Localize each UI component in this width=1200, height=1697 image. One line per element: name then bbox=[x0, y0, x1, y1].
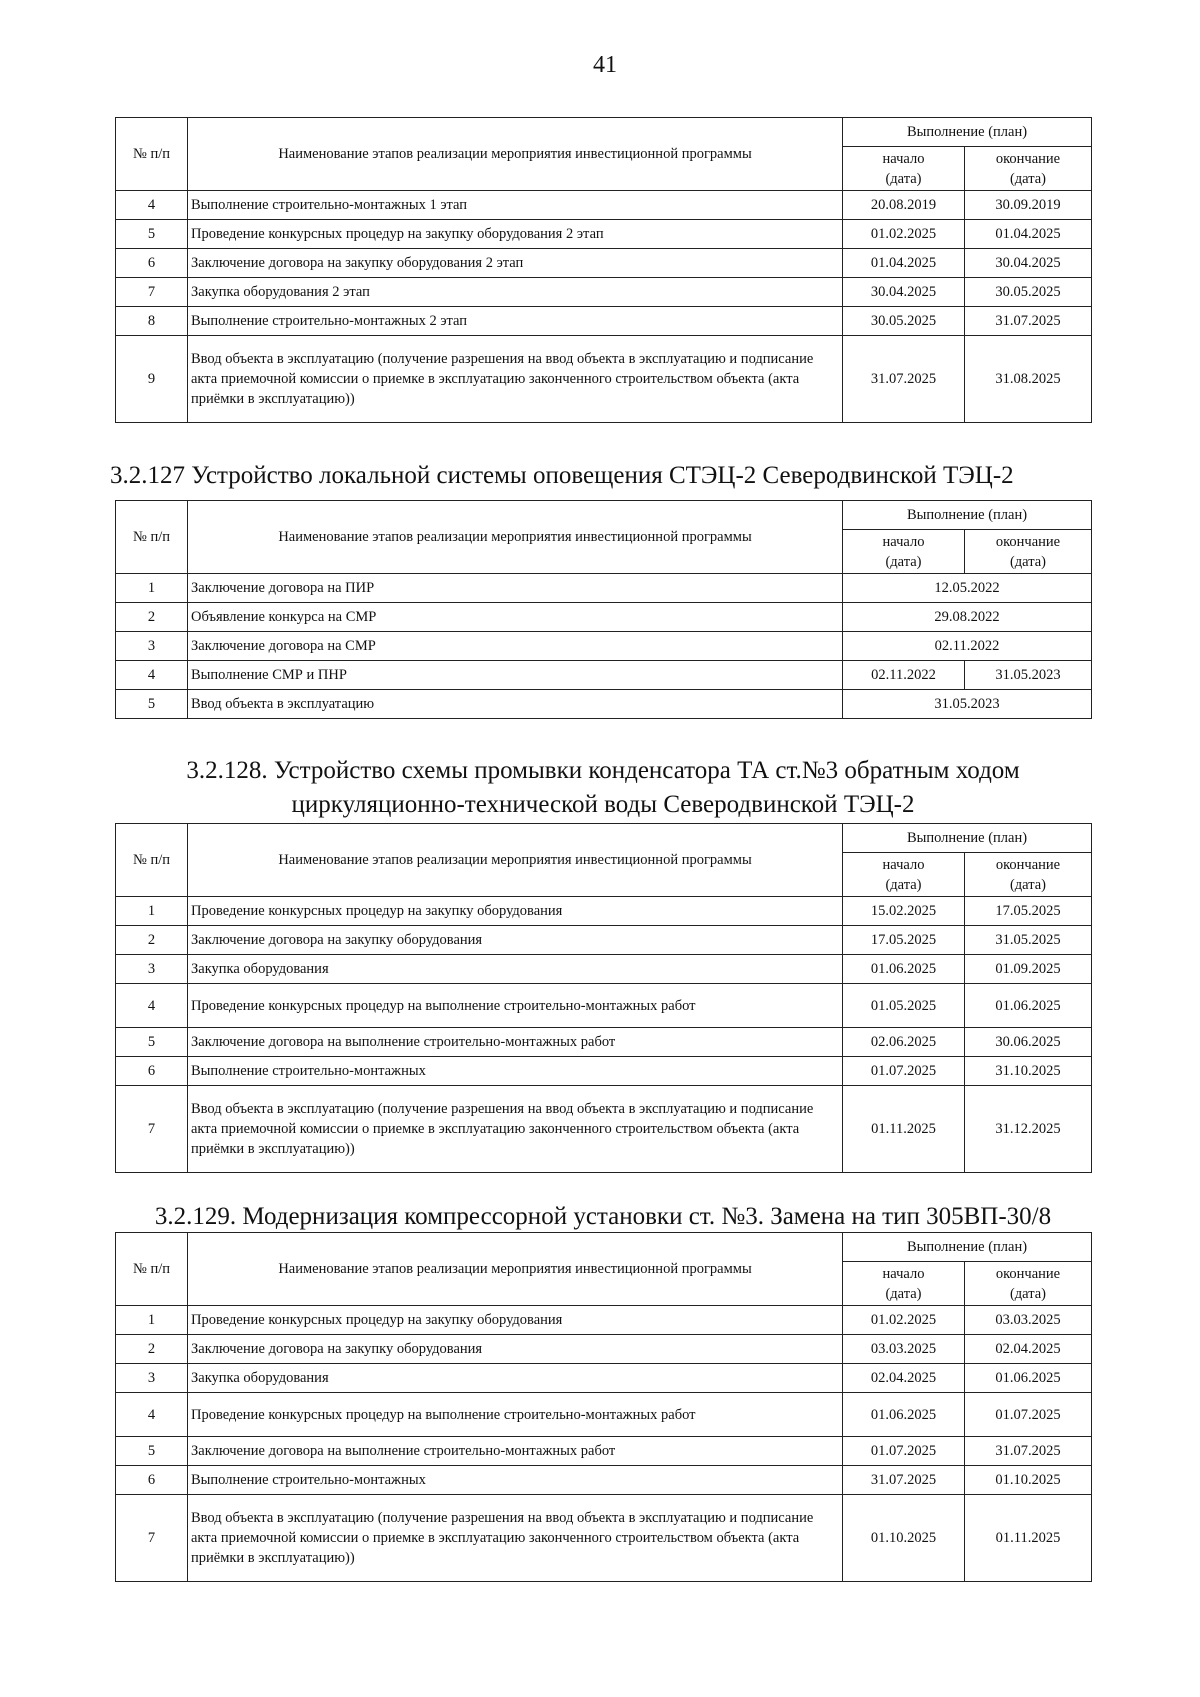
row-stage-name: Ввод объекта в эксплуатацию bbox=[188, 690, 843, 719]
table-row bbox=[116, 955, 1092, 984]
row-num: 5 bbox=[116, 690, 188, 719]
row-end-date: 01.10.2025 bbox=[965, 1466, 1092, 1495]
row-stage-name: Ввод объекта в эксплуатацию (получение разрешения на ввод объекта в эксплуатацию и подписание акта приемочной комиссии о приемке в эксплуатацию законченного строительством объекта (акта приёмки в эксплуатацию)) bbox=[188, 1086, 843, 1173]
row-num: 2 bbox=[116, 926, 188, 955]
header-execution: Выполнение (план) bbox=[843, 501, 1092, 530]
header-num: № п/п bbox=[116, 1233, 188, 1306]
row-start-date: 03.03.2025 bbox=[843, 1335, 965, 1364]
table-row bbox=[116, 661, 1092, 690]
row-start-date: 02.06.2025 bbox=[843, 1028, 965, 1057]
row-end-date: 31.05.2025 bbox=[965, 926, 1092, 955]
row-num: 4 bbox=[116, 661, 188, 690]
row-num: 2 bbox=[116, 603, 188, 632]
header-num: № п/п bbox=[116, 501, 188, 574]
header-end: окончание (дата) bbox=[965, 1262, 1092, 1306]
table-row bbox=[116, 1335, 1092, 1364]
row-end-date: 01.04.2025 bbox=[965, 220, 1092, 249]
row-stage-name: Выполнение строительно-монтажных 1 этап bbox=[188, 191, 843, 220]
row-date: 31.05.2023 bbox=[843, 690, 1092, 719]
row-stage-name: Проведение конкурсных процедур на закупку оборудования bbox=[188, 897, 843, 926]
row-stage-name: Проведение конкурсных процедур на закупку оборудования bbox=[188, 1306, 843, 1335]
header-start: начало (дата) bbox=[843, 530, 965, 574]
row-end-date: 31.07.2025 bbox=[965, 1437, 1092, 1466]
row-start-date: 01.02.2025 bbox=[843, 220, 965, 249]
row-start-date: 01.11.2025 bbox=[843, 1086, 965, 1173]
header-name: Наименование этапов реализации мероприятия инвестиционной программы bbox=[188, 118, 843, 191]
row-num: 7 bbox=[116, 1086, 188, 1173]
table-row bbox=[116, 1028, 1092, 1057]
row-end-date: 30.04.2025 bbox=[965, 249, 1092, 278]
row-end-date: 30.09.2019 bbox=[965, 191, 1092, 220]
row-num: 3 bbox=[116, 955, 188, 984]
row-date: 02.11.2022 bbox=[843, 632, 1092, 661]
row-stage-name: Заключение договора на ПИР bbox=[188, 574, 843, 603]
row-stage-name: Закупка оборудования 2 этап bbox=[188, 278, 843, 307]
table-row bbox=[116, 307, 1092, 336]
table-row bbox=[116, 690, 1092, 719]
table-row bbox=[116, 926, 1092, 955]
table-row bbox=[116, 278, 1092, 307]
row-num: 3 bbox=[116, 1364, 188, 1393]
row-num: 5 bbox=[116, 1437, 188, 1466]
row-end-date: 31.07.2025 bbox=[965, 307, 1092, 336]
table-row bbox=[116, 1393, 1092, 1437]
row-date: 29.08.2022 bbox=[843, 603, 1092, 632]
table-row bbox=[116, 1306, 1092, 1335]
row-stage-name: Заключение договора на закупку оборудования 2 этап bbox=[188, 249, 843, 278]
header-end: окончание (дата) bbox=[965, 530, 1092, 574]
header-name: Наименование этапов реализации мероприятия инвестиционной программы bbox=[188, 1233, 843, 1306]
header-execution: Выполнение (план) bbox=[843, 824, 1092, 853]
row-num: 6 bbox=[116, 249, 188, 278]
row-end-date: 31.08.2025 bbox=[965, 336, 1092, 423]
row-stage-name: Заключение договора на закупку оборудования bbox=[188, 1335, 843, 1364]
plan-table bbox=[115, 1232, 1092, 1582]
row-start-date: 31.07.2025 bbox=[843, 336, 965, 423]
plan-table bbox=[115, 117, 1092, 423]
row-num: 6 bbox=[116, 1466, 188, 1495]
header-start: начало (дата) bbox=[843, 147, 965, 191]
row-start-date: 01.07.2025 bbox=[843, 1057, 965, 1086]
row-start-date: 01.04.2025 bbox=[843, 249, 965, 278]
row-num: 4 bbox=[116, 191, 188, 220]
row-stage-name: Выполнение СМР и ПНР bbox=[188, 661, 843, 690]
plan-table bbox=[115, 823, 1092, 1173]
header-end: окончание (дата) bbox=[965, 147, 1092, 191]
header-execution: Выполнение (план) bbox=[843, 118, 1092, 147]
table-row bbox=[116, 1437, 1092, 1466]
row-num: 5 bbox=[116, 220, 188, 249]
page-number: 41 bbox=[593, 52, 617, 78]
row-end-date: 31.12.2025 bbox=[965, 1086, 1092, 1173]
header-end: окончание (дата) bbox=[965, 853, 1092, 897]
row-start-date: 01.02.2025 bbox=[843, 1306, 965, 1335]
row-stage-name: Закупка оборудования bbox=[188, 1364, 843, 1393]
table-row bbox=[116, 336, 1092, 423]
table-row bbox=[116, 1057, 1092, 1086]
section-title-3-2-129: 3.2.129. Модернизация компрессорной установки ст. №3. Замена на тип 305ВП-30/8 bbox=[154, 1203, 1052, 1230]
row-stage-name: Заключение договора на СМР bbox=[188, 632, 843, 661]
row-num: 5 bbox=[116, 1028, 188, 1057]
row-end-date: 17.05.2025 bbox=[965, 897, 1092, 926]
table-row bbox=[116, 1086, 1092, 1173]
row-end-date: 01.11.2025 bbox=[965, 1495, 1092, 1582]
row-num: 1 bbox=[116, 897, 188, 926]
table-row bbox=[116, 897, 1092, 926]
row-end-date: 01.06.2025 bbox=[965, 1364, 1092, 1393]
row-num: 4 bbox=[116, 1393, 188, 1437]
table-row bbox=[116, 574, 1092, 603]
row-stage-name: Проведение конкурсных процедур на выполнение строительно-монтажных работ bbox=[188, 984, 843, 1028]
table-row bbox=[116, 603, 1092, 632]
row-num: 1 bbox=[116, 574, 188, 603]
row-stage-name: Проведение конкурсных процедур на выполнение строительно-монтажных работ bbox=[188, 1393, 843, 1437]
row-stage-name: Закупка оборудования bbox=[188, 955, 843, 984]
row-stage-name: Объявление конкурса на СМР bbox=[188, 603, 843, 632]
row-start-date: 01.10.2025 bbox=[843, 1495, 965, 1582]
row-start-date: 17.05.2025 bbox=[843, 926, 965, 955]
table-row bbox=[116, 220, 1092, 249]
table-row bbox=[116, 249, 1092, 278]
row-stage-name: Выполнение строительно-монтажных bbox=[188, 1466, 843, 1495]
row-stage-name: Заключение договора на закупку оборудования bbox=[188, 926, 843, 955]
row-start-date: 30.04.2025 bbox=[843, 278, 965, 307]
row-num: 2 bbox=[116, 1335, 188, 1364]
row-num: 7 bbox=[116, 278, 188, 307]
row-start-date: 02.04.2025 bbox=[843, 1364, 965, 1393]
table-row bbox=[116, 1466, 1092, 1495]
row-num: 3 bbox=[116, 632, 188, 661]
row-stage-name: Проведение конкурсных процедур на закупку оборудования 2 этап bbox=[188, 220, 843, 249]
row-start-date: 31.07.2025 bbox=[843, 1466, 965, 1495]
section-title-3-2-127: 3.2.127 Устройство локальной системы оповещения СТЭЦ-2 Северодвинской ТЭЦ-2 bbox=[110, 462, 1014, 489]
row-start-date: 01.05.2025 bbox=[843, 984, 965, 1028]
table-row bbox=[116, 191, 1092, 220]
header-num: № п/п bbox=[116, 824, 188, 897]
header-execution: Выполнение (план) bbox=[843, 1233, 1092, 1262]
row-num: 6 bbox=[116, 1057, 188, 1086]
row-stage-name: Заключение договора на выполнение строительно-монтажных работ bbox=[188, 1437, 843, 1466]
row-stage-name: Выполнение строительно-монтажных bbox=[188, 1057, 843, 1086]
row-end-date: 01.09.2025 bbox=[965, 955, 1092, 984]
row-stage-name: Ввод объекта в эксплуатацию (получение разрешения на ввод объекта в эксплуатацию и подписание акта приемочной комиссии о приемке в эксплуатацию законченного строительством объекта (акта приёмки в эксплуатацию)) bbox=[188, 1495, 843, 1582]
row-end-date: 02.04.2025 bbox=[965, 1335, 1092, 1364]
row-num: 8 bbox=[116, 307, 188, 336]
header-start: начало (дата) bbox=[843, 1262, 965, 1306]
row-start-date: 20.08.2019 bbox=[843, 191, 965, 220]
row-end-date: 01.07.2025 bbox=[965, 1393, 1092, 1437]
row-start-date: 01.06.2025 bbox=[843, 1393, 965, 1437]
row-date: 12.05.2022 bbox=[843, 574, 1092, 603]
row-start-date: 01.07.2025 bbox=[843, 1437, 965, 1466]
table-row bbox=[116, 1495, 1092, 1582]
row-start-date: 30.05.2025 bbox=[843, 307, 965, 336]
row-end-date: 03.03.2025 bbox=[965, 1306, 1092, 1335]
table-row bbox=[116, 632, 1092, 661]
row-end-date: 30.06.2025 bbox=[965, 1028, 1092, 1057]
row-start-date: 01.06.2025 bbox=[843, 955, 965, 984]
row-end-date: 31.05.2023 bbox=[965, 661, 1092, 690]
row-num: 7 bbox=[116, 1495, 188, 1582]
plan-table bbox=[115, 500, 1092, 719]
row-num: 9 bbox=[116, 336, 188, 423]
row-end-date: 01.06.2025 bbox=[965, 984, 1092, 1028]
header-name: Наименование этапов реализации мероприятия инвестиционной программы bbox=[188, 824, 843, 897]
row-start-date: 02.11.2022 bbox=[843, 661, 965, 690]
row-stage-name: Ввод объекта в эксплуатацию (получение разрешения на ввод объекта в эксплуатацию и подписание акта приемочной комиссии о приемке в эксплуатацию законченного строительством объекта (акта приёмки в эксплуатацию)) bbox=[188, 336, 843, 423]
table-row bbox=[116, 1364, 1092, 1393]
header-start: начало (дата) bbox=[843, 853, 965, 897]
header-num: № п/п bbox=[116, 118, 188, 191]
table-row bbox=[116, 984, 1092, 1028]
header-name: Наименование этапов реализации мероприятия инвестиционной программы bbox=[188, 501, 843, 574]
row-end-date: 30.05.2025 bbox=[965, 278, 1092, 307]
row-stage-name: Выполнение строительно-монтажных 2 этап bbox=[188, 307, 843, 336]
row-stage-name: Заключение договора на выполнение строительно-монтажных работ bbox=[188, 1028, 843, 1057]
row-end-date: 31.10.2025 bbox=[965, 1057, 1092, 1086]
row-start-date: 15.02.2025 bbox=[843, 897, 965, 926]
row-num: 4 bbox=[116, 984, 188, 1028]
row-num: 1 bbox=[116, 1306, 188, 1335]
section-title-3-2-128: 3.2.128. Устройство схемы промывки конденсатора ТА ст.№3 обратным ходом циркуляционно-технической воды Северодвинской ТЭЦ-2 bbox=[186, 757, 1020, 818]
